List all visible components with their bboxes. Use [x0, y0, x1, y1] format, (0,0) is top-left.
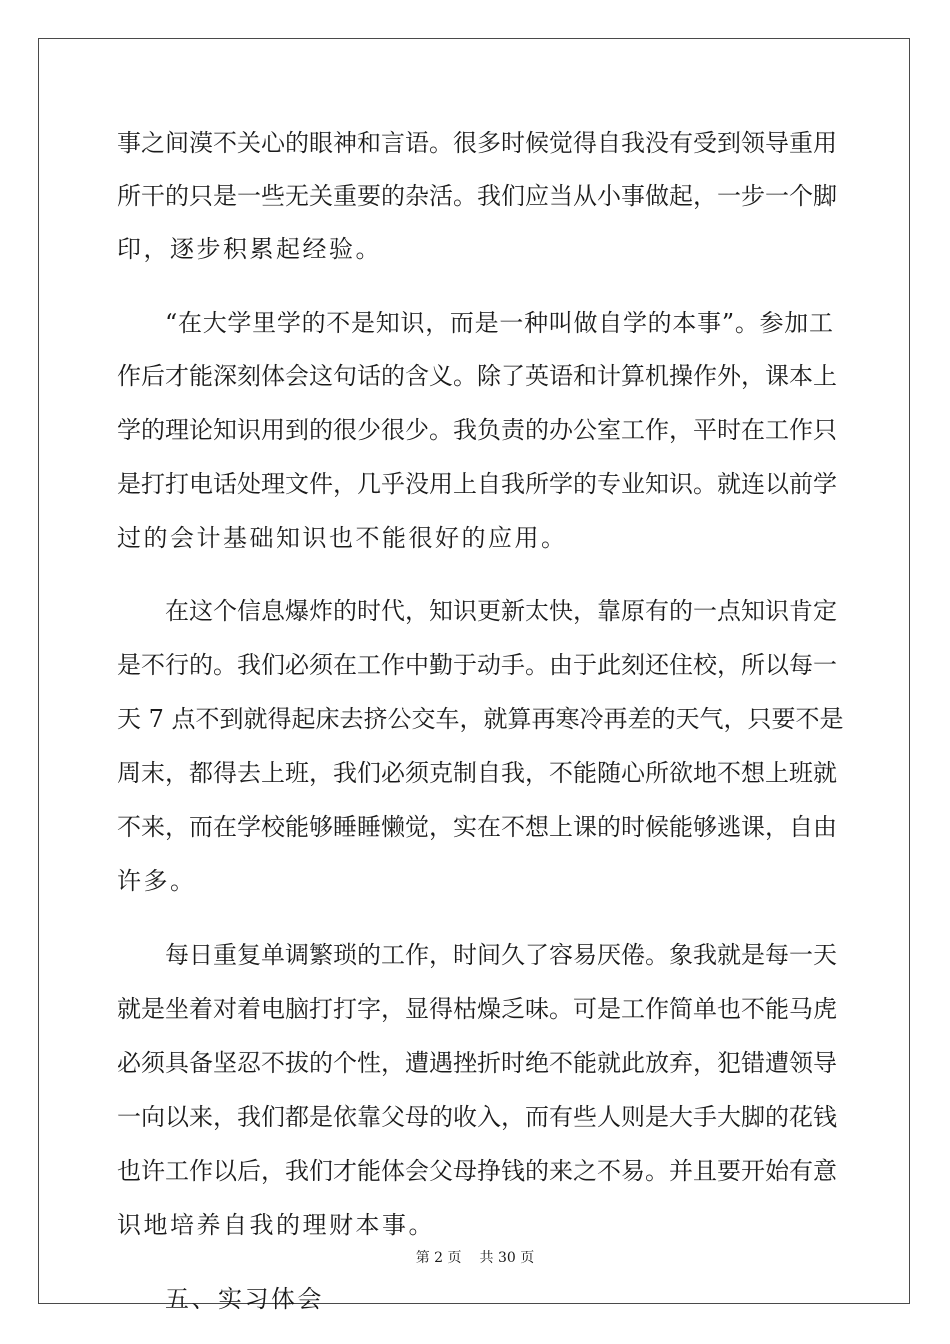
text-line: 在这个信息爆炸的时代，知识更新太快，靠原有的一点知识肯定: [165, 597, 837, 625]
text-line: 印，逐步积累起经验。: [117, 235, 382, 263]
text-line: 识地培养自我的理财本事。: [117, 1211, 435, 1239]
text-line: 学的理论知识用到的很少很少。我负责的办公室工作，平时在工作只: [117, 416, 837, 444]
text-line: 所干的只是一些无关重要的杂活。我们应当从小事做起，一步一个脚: [117, 182, 837, 210]
page-number: 第 2 页: [415, 1250, 462, 1266]
text-line: 每日重复单调繁琐的工作，时间久了容易厌倦。象我就是每一天: [165, 941, 837, 969]
text-line: 就是坐着对着电脑打打字，显得枯燥乏味。可是工作简单也不能马虎: [117, 995, 837, 1023]
text-line: 五、实习体会: [165, 1285, 324, 1313]
text-line: 天 7 点不到就得起床去挤公交车，就算再寒冷再差的天气，只要不是: [117, 705, 844, 733]
text-line: 也许工作以后，我们才能体会父母挣钱的来之不易。并且要开始有意: [117, 1157, 837, 1185]
page-footer: [0, 1247, 950, 1267]
text-line: 必须具备坚忍不拔的个性，遭遇挫折时绝不能就此放弃，犯错遭领导: [117, 1049, 837, 1077]
text-line: 作后才能深刻体会这句话的含义。除了英语和计算机操作外，课本上: [117, 362, 837, 390]
text-line: 周末，都得去上班，我们必须克制自我，不能随心所欲地不想上班就: [117, 759, 837, 787]
text-line: 许多。: [117, 867, 197, 895]
text-line: “在大学里学的不是知识，而是一种叫做自学的本事”。参加工: [165, 309, 833, 337]
text-line: 事之间漠不关心的眼神和言语。很多时候觉得自我没有受到领导重用: [117, 129, 837, 157]
text-line: 是不行的。我们必须在工作中勤于动手。由于此刻还住校，所以每一: [117, 651, 837, 679]
text-line: 是打打电话处理文件，几乎没用上自我所学的专业知识。就连以前学: [117, 470, 837, 498]
page-total: 共 30 页: [479, 1250, 535, 1266]
text-line: 一向以来，我们都是依靠父母的收入，而有些人则是大手大脚的花钱: [117, 1103, 837, 1131]
text-line: 过的会计基础知识也不能很好的应用。: [117, 524, 568, 552]
text-line: 不来，而在学校能够睡睡懒觉，实在不想上课的时候能够逃课，自由: [117, 813, 837, 841]
